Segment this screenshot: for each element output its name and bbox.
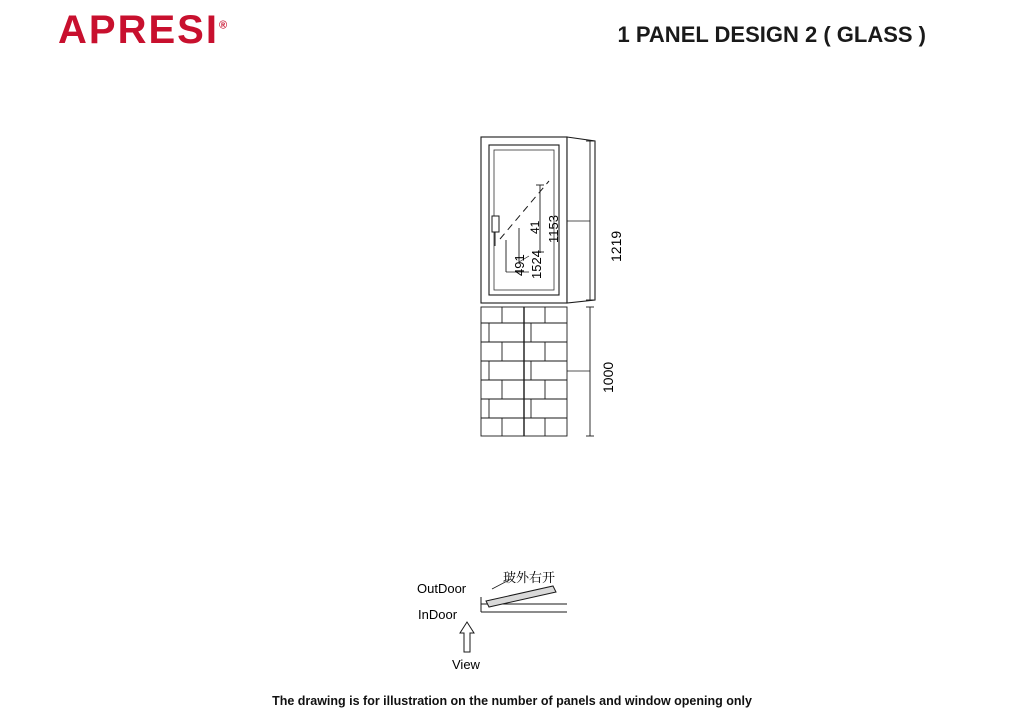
legend-opening-label-cn: 玻外右开 (503, 570, 556, 585)
legend-indoor-label: InDoor (418, 607, 458, 622)
brick-wall-group (481, 307, 567, 436)
brand-name: APRESI (58, 8, 219, 52)
dim-label-1153: 1153 (546, 215, 561, 243)
window-side-face (567, 137, 595, 303)
registered-mark-icon: ® (218, 19, 228, 32)
footer-note: The drawing is for illustration on the number of panels and window opening only (272, 694, 752, 708)
window-handle (492, 216, 499, 232)
dim-label-1000: 1000 (600, 361, 616, 393)
dim-label-491: 491 (512, 254, 527, 276)
dim-label-1524: 1524 (529, 250, 544, 279)
dim-label-1219: 1219 (608, 230, 624, 262)
dim-label-41: 41 (528, 220, 542, 234)
page-title: 1 PANEL DESIGN 2 ( GLASS ) (617, 22, 926, 47)
legend-outdoor-label: OutDoor (417, 581, 467, 596)
legend-view-label: View (452, 657, 480, 672)
view-direction-arrow-icon (460, 622, 474, 652)
